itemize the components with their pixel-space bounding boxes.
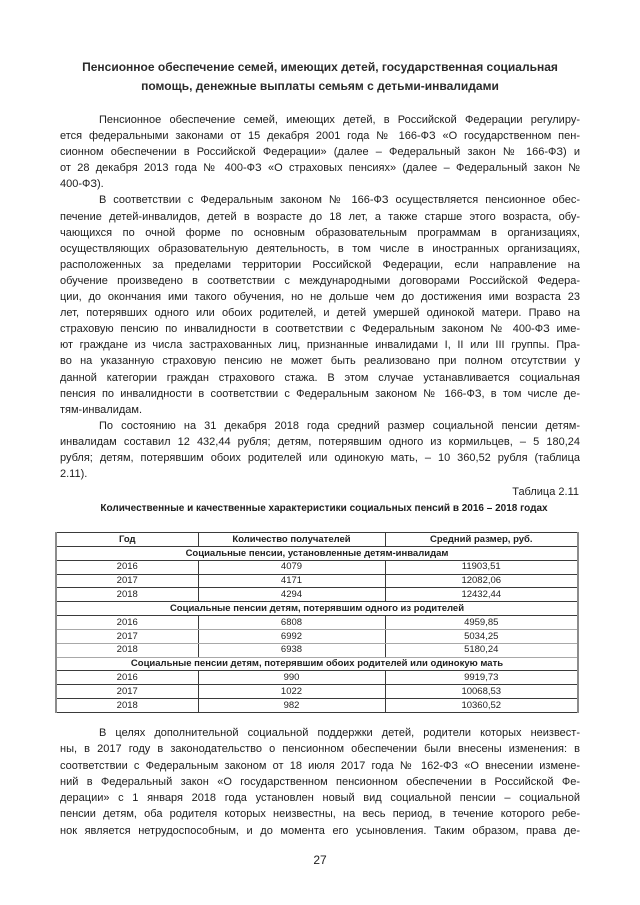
text-line: 400-ФЗ). [60, 178, 104, 191]
cell-year: 2016 [56, 560, 198, 574]
section-title-line: помощь, денежные выплаты семьям с детьми-инвалидами [141, 79, 499, 93]
paragraph-average-pension [60, 418, 580, 482]
table-row [56, 671, 578, 685]
section-title [60, 58, 580, 96]
text-line: во на указанную страховую пенсию не может быть реализовано при полном отсутствии у [60, 355, 580, 368]
column-header-avg-amount: Средний размер, руб. [385, 533, 578, 547]
table-row [56, 588, 578, 602]
text-line: дерации» с 1 января 2018 года установлен новый вид социальной пенсии – социальной [60, 792, 580, 805]
text-line: В соответствии с Федеральным законом № 166-ФЗ осуществляется пенсионное обес- [99, 194, 580, 207]
cell-year: 2016 [56, 671, 198, 685]
table-row [56, 574, 578, 588]
text-line: нок является нетрудоспособным, и до момента его усыновления. Таким образом, права де- [60, 824, 580, 837]
table-row [56, 643, 578, 657]
section-title-line: Пенсионное обеспечение семей, имеющих детей, государственная социальная [82, 60, 558, 74]
paragraph-pension-provision [60, 192, 580, 417]
text-line: страховую пенсию по инвалидности в соответствии с Федеральным законом № 400-ФЗ име- [60, 323, 580, 336]
table-number-label: Таблица 2.11 [512, 486, 579, 498]
text-line: ний в Федеральный закон «О государственном пенсионном обеспечении в Российской Фе- [60, 775, 580, 788]
body-text [60, 112, 580, 482]
cell-year: 2016 [56, 616, 198, 630]
cell-avg-amount: 12082,06 [385, 574, 578, 588]
cell-avg-amount: 11903,51 [385, 560, 578, 574]
cell-recipients: 6808 [198, 616, 385, 630]
column-header-recipients: Количество получателей [198, 533, 385, 547]
section-title: Социальные пенсии детям, потерявшим обоих родителей или одинокую мать [56, 657, 578, 671]
paragraph-unknown-parents [60, 725, 580, 839]
text-line: лет, потерявших одного или обоих родителей, и детей умершей одинокой матери. Право на [60, 307, 580, 320]
cell-avg-amount: 12432,44 [385, 588, 578, 602]
text-line: от 28 декабря 2013 года № 400-ФЗ «О страховых пенсиях» (далее – Федеральный закон № [60, 162, 580, 175]
cell-recipients: 6992 [198, 629, 385, 643]
text-line: пенсии детям, оба родителя которых неизвестны, на весь период, в течение которого ребе- [60, 808, 580, 821]
text-line: печение детей-инвалидов, детей в возрасте до 18 лет, а также старше этого возраста, обу- [60, 210, 580, 223]
table-row [56, 699, 578, 713]
table-row [56, 560, 578, 574]
text-line: осуществляющих образовательную деятельность, в том числе в иностранных организациях, [60, 242, 580, 255]
text-line: ется федеральными законами от 15 декабря 2001 года № 166-ФЗ «О государственном пен- [60, 130, 580, 143]
cell-avg-amount: 5034,25 [385, 629, 578, 643]
table-section-row [56, 602, 578, 616]
text-line: ют граждане из числа застрахованных лиц, признанные инвалидами I, II или III группы. Пра- [60, 339, 580, 352]
table-row [56, 629, 578, 643]
text-line: ции, до окончания ими такого обучения, но не дольше чем до достижения ими возраста 23 [60, 291, 580, 304]
cell-recipients: 982 [198, 699, 385, 713]
cell-recipients: 4294 [198, 588, 385, 602]
body-text-continued [60, 725, 580, 839]
table-row [56, 685, 578, 699]
cell-recipients: 990 [198, 671, 385, 685]
cell-year: 2018 [56, 588, 198, 602]
text-line: обучение произведено в соответствии с международными договорами Российской Федера- [60, 274, 580, 287]
text-line: тям-инвалидам. [60, 403, 142, 416]
table-row [56, 616, 578, 630]
cell-avg-amount: 9919,73 [385, 671, 578, 685]
text-line: соответствии с Федеральным законом от 18 июля 2017 года № 162-ФЗ «О внесении измене- [60, 759, 580, 772]
text-line: сионном обеспечении в Российской Федерации» (далее – Федеральный закон № 166-ФЗ) и [60, 146, 580, 159]
paragraph-legal-basis [60, 112, 580, 192]
cell-avg-amount: 4959,85 [385, 616, 578, 630]
column-header-year: Год [56, 533, 198, 547]
page-number: 27 [313, 853, 327, 867]
cell-recipients: 6938 [198, 643, 385, 657]
table-section-row [56, 546, 578, 560]
section-title: Социальные пенсии детям, потерявшим одного из родителей [56, 602, 578, 616]
cell-year: 2017 [56, 574, 198, 588]
cell-recipients: 1022 [198, 685, 385, 699]
text-line: данной категории граждан страхового стажа. В этом случае устанавливается социальная [60, 371, 580, 384]
table-section-row [56, 657, 578, 671]
cell-recipients: 4079 [198, 560, 385, 574]
cell-year: 2017 [56, 685, 198, 699]
cell-avg-amount: 10068,53 [385, 685, 578, 699]
text-line: пенсия по инвалидности в соответствии с Федеральным законом № 166-ФЗ, в том числе де- [60, 387, 580, 400]
table-header-row [56, 533, 578, 547]
cell-avg-amount: 5180,24 [385, 643, 578, 657]
text-line: Пенсионное обеспечение семей, имеющих детей, в Российской Федерации регулиру- [99, 114, 580, 126]
cell-recipients: 4171 [198, 574, 385, 588]
cell-year: 2018 [56, 699, 198, 713]
cell-year: 2017 [56, 629, 198, 643]
section-title: Социальные пенсии, установленные детям-инвалидам [56, 546, 578, 560]
text-line: 2.11). [60, 468, 88, 481]
text-line: По состоянию на 31 декабря 2018 года средний размер социальной пенсии детям- [99, 419, 580, 432]
text-line: рубля; детям, потерявшим обоих родителей или одинокую мать, – 10 360,52 рубля (таблица [60, 451, 580, 464]
social-pensions-table [55, 532, 579, 713]
cell-year: 2018 [56, 643, 198, 657]
text-line: расположенных за пределами территории Российской Федерации, если направление на [60, 258, 580, 271]
cell-avg-amount: 10360,52 [385, 699, 578, 713]
text-line: ны, в 2017 году в законодательство о пенсионном обеспечении были внесены изменения: в [60, 743, 580, 756]
table-caption: Количественные и качественные характеристики социальных пенсий в 2016 – 2018 годах [100, 503, 548, 514]
text-line: чающихся по очной форме по основным образовательным программам в организациях, [60, 226, 580, 239]
text-line: инвалидам составил 12 432,44 рубля; детям, потерявшим одного из кормильцев, – 5 180,24 [60, 435, 580, 448]
text-line: В целях дополнительной социальной поддержки детей, родители которых неизвест- [99, 727, 580, 739]
